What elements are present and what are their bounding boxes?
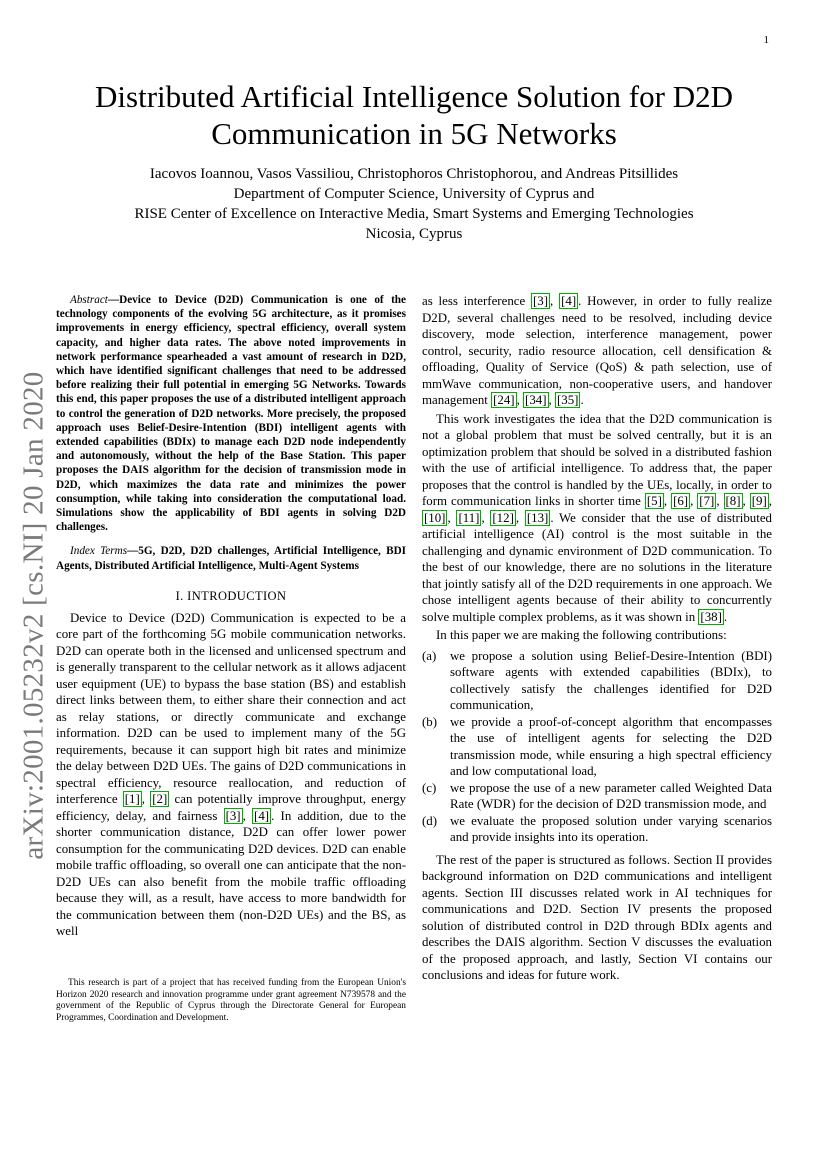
page-number: 1 [763,34,769,46]
text-run: , [516,393,524,407]
left-column [56,293,406,940]
author-names: Iacovos Ioannou, Vasos Vassiliou, Christophoros Christophorou, and Andreas Pitsillides [149,166,679,182]
citation-link[interactable]: [7] [699,494,715,508]
contribution-text: we propose a solution using Belief-Desire-Intention (BDI) software agents with extended capabilities (BDIx), to collectively satisfy the challenges identified for D2D communication, [450,648,772,712]
citation-link[interactable]: [24] [493,393,515,407]
work-paragraph [422,411,772,626]
contributions-intro: In this paper we are making the following contributions: [436,628,727,642]
section-heading-introduction: I. INTRODUCTION [175,588,287,603]
contribution-text: we evaluate the proposed solution under varying scenarios and provide insights into its operation. [450,813,772,844]
citation-link[interactable]: [10] [424,510,446,525]
paper-title [40,78,788,152]
text-run: can potentially improve throughput, energy efficiency, delay, and fairness [56,792,406,823]
citation-link[interactable]: [1] [124,792,140,807]
contribution-marker: (d) [422,813,438,828]
text-run: , [242,808,253,823]
index-terms [56,544,406,572]
citation-group: [5] , [6] , [7] , [8] , [9] , [10] , [11] , [12] , [13] [424,494,772,525]
text-run: . We consider that the use of distributed artificial intelligence (AI) control is the most suitable in the challenging and dynamic environment of D2D communication. To the best of our knowledge, there are no solutions in the literature that jointly satisfy all of the D2D requirements in one approach. We chose intelligent agents because of their ability to concurrently solve multiple complex problems, as it was shown in [422,510,773,624]
contribution-item [422,780,772,813]
affiliation-2: RISE Center of Excellence on Interactive Media, Smart Systems and Emerging Technologies [134,206,694,222]
index-terms-lead: Index Terms [70,545,128,558]
author-block [40,164,788,244]
citation-link[interactable]: [11] [458,510,480,525]
text-run: . [580,393,584,407]
contribution-marker: (c) [422,780,437,795]
citation-link[interactable]: [38] [700,609,722,624]
structure-paragraph: The rest of the paper is structured as follows. Section II provides background information on D2D communications and intelligent agents. Section III discusses related work in AI techniques for communications and D2D. Section IV presents the proposed solution of distributed control in D2D through BDIx agents and describes the DAIS algorithm. Section V discusses the evaluation of the proposed approach, and lastly, Section VI contains our conclusions and ideas for future work. [422,852,772,982]
citation-link[interactable]: [3] [225,808,241,823]
citation-link[interactable]: [13] [526,510,549,525]
contributions-list [422,648,772,846]
citation-link[interactable]: [35] [556,393,579,407]
text-run: as less interference [422,294,532,308]
citation-link[interactable]: [2] [152,792,168,807]
abstract-text: —Device to Device (D2D) Communication is one of the technology components of the evolving 5G architecture, as it promises improvements in energy efficiency, spectral efficiency, overall system capacity, and higher data rates. The above noted improvements in network performance spearheaded a vast amount of research in D2D, which have identified significant challenges that need to be addressed before realizing their full potential in emerging 5G Networks. Towards this end, this paper proposes the use of a distributed intelligent approach to control the generation of D2D networks. More precisely, the proposed approach uses Belief-Desire-Intention (BDI) intelligent agents with extended capabilities (BDIx) to manage each D2D node independently and autonomously, without the help of the Base Station. This paper proposes the DAIS algorithm for the decision of transmission mode in D2D, which maximizes the data rate and minimizes the power consumption, while taking into consideration the computational load. Simulations show the applicability of BDI agents in solving D2D challenges. [56,294,406,534]
affiliation-1: Department of Computer Science, University of Cyprus and [233,186,595,202]
citation-link[interactable]: [5] [646,494,662,508]
text-run: , [141,792,151,807]
funding-footnote: This research is part of a project that has received funding from the European Union's Horizon 2020 research and innovation programme under grant agreement N739578 and the government of the Republic of Cyprus through the Directorate General for European Programmes, Coordination and Development. [56,978,406,1023]
citation-link[interactable]: [12] [492,510,514,525]
contribution-item [422,813,772,846]
citation-link[interactable]: [8] [725,494,741,508]
citation-link[interactable]: [34] [525,393,547,407]
index-terms-text: —5G, D2D, D2D challenges, Artificial Intelligence, BDI Agents, Distributed Artificial Intelligence, Multi-Agent Systems [56,545,406,572]
citation-link[interactable]: [9] [751,494,767,508]
citation-link[interactable]: [4] [254,808,270,823]
abstract [56,293,406,534]
arxiv-stamp [13,370,55,860]
text-run: . [723,609,728,624]
contribution-item [422,648,772,714]
text-run: , [550,294,560,308]
text-run: This work investigates the idea that the D2D communication is not a global problem that must be solved centrally, but it is an optimization problem that should be solved in a distributed fashion with the use of artificial intelligence. To address that, the paper proposes that the control is handled by the UEs, locally, in order to form communication links in shorter time [422,411,772,508]
title-line-1: Distributed Artificial Intelligence Solution for D2D [95,79,733,114]
citation-link[interactable]: [3] [533,294,549,308]
title-line-2: Communication in 5G Networks [211,116,617,151]
contribution-marker: (a) [422,648,437,663]
text-run: Device to Device (D2D) Communication is expected to be a core part of the forthcoming 5G mobile communication networks. D2D can operate both in the licensed and unlicensed spectrum and is generally transparent to the cellular network as it allows adjacent user equipment (UE) to bypass the base station (BS) and establish direct links between them, to either share their connection and act as relay stations, or directly communicate and exchange information. D2D can be used to implement many of the 5G requirements, because it can support high bit rates and minimize the delay between D2D UEs. The gains of D2D communications in spectral efficiency, resource reallocation, and reduction of interference [56,610,406,807]
arxiv-stamp-text: arXiv:2001.05232v2 [cs.NI] 20 Jan 2020 [17,370,50,860]
contribution-text: we provide a proof-of-concept algorithm that encompasses the use of intelligent agents for selecting the D2D transmission mode, while ensuring a high spectral efficiency and low computational load, [450,714,772,778]
contribution-text: we propose the use of a new parameter called Weighted Data Rate (WDR) for the decision of D2D transmission mode, and [450,780,772,811]
citation-link[interactable]: [4] [561,294,577,308]
intro-paragraph [56,610,406,940]
text-run: , [548,393,555,407]
contribution-item [422,714,772,780]
location: Nicosia, Cyprus [365,226,463,242]
continuation-paragraph [422,293,772,409]
text-run: . In addition, due to the shorter communication distance, D2D can offer lower power consumption for the communicating D2D devices. D2D can enable mobile traffic offloading, so overall one can anticipate that the non-D2D UEs can also benefit from the mobile traffic offloading because they will, as a result, have access to more bandwidth for the communication between them (non-D2D UEs) and the BS, as well [56,808,406,939]
right-column [422,293,772,984]
abstract-lead: Abstract [70,294,108,306]
text-run: . However, in order to fully realize D2D, several challenges need to be resolved, including device discovery, mode selection, interference management, power control, security, radio resource allocation, cell densification & offloading, Quality of Service (QoS) & path selection, use of mmWave communication, non-cooperative users, and handover management [422,294,773,407]
contribution-marker: (b) [422,714,438,729]
citation-link[interactable]: [6] [673,494,689,508]
